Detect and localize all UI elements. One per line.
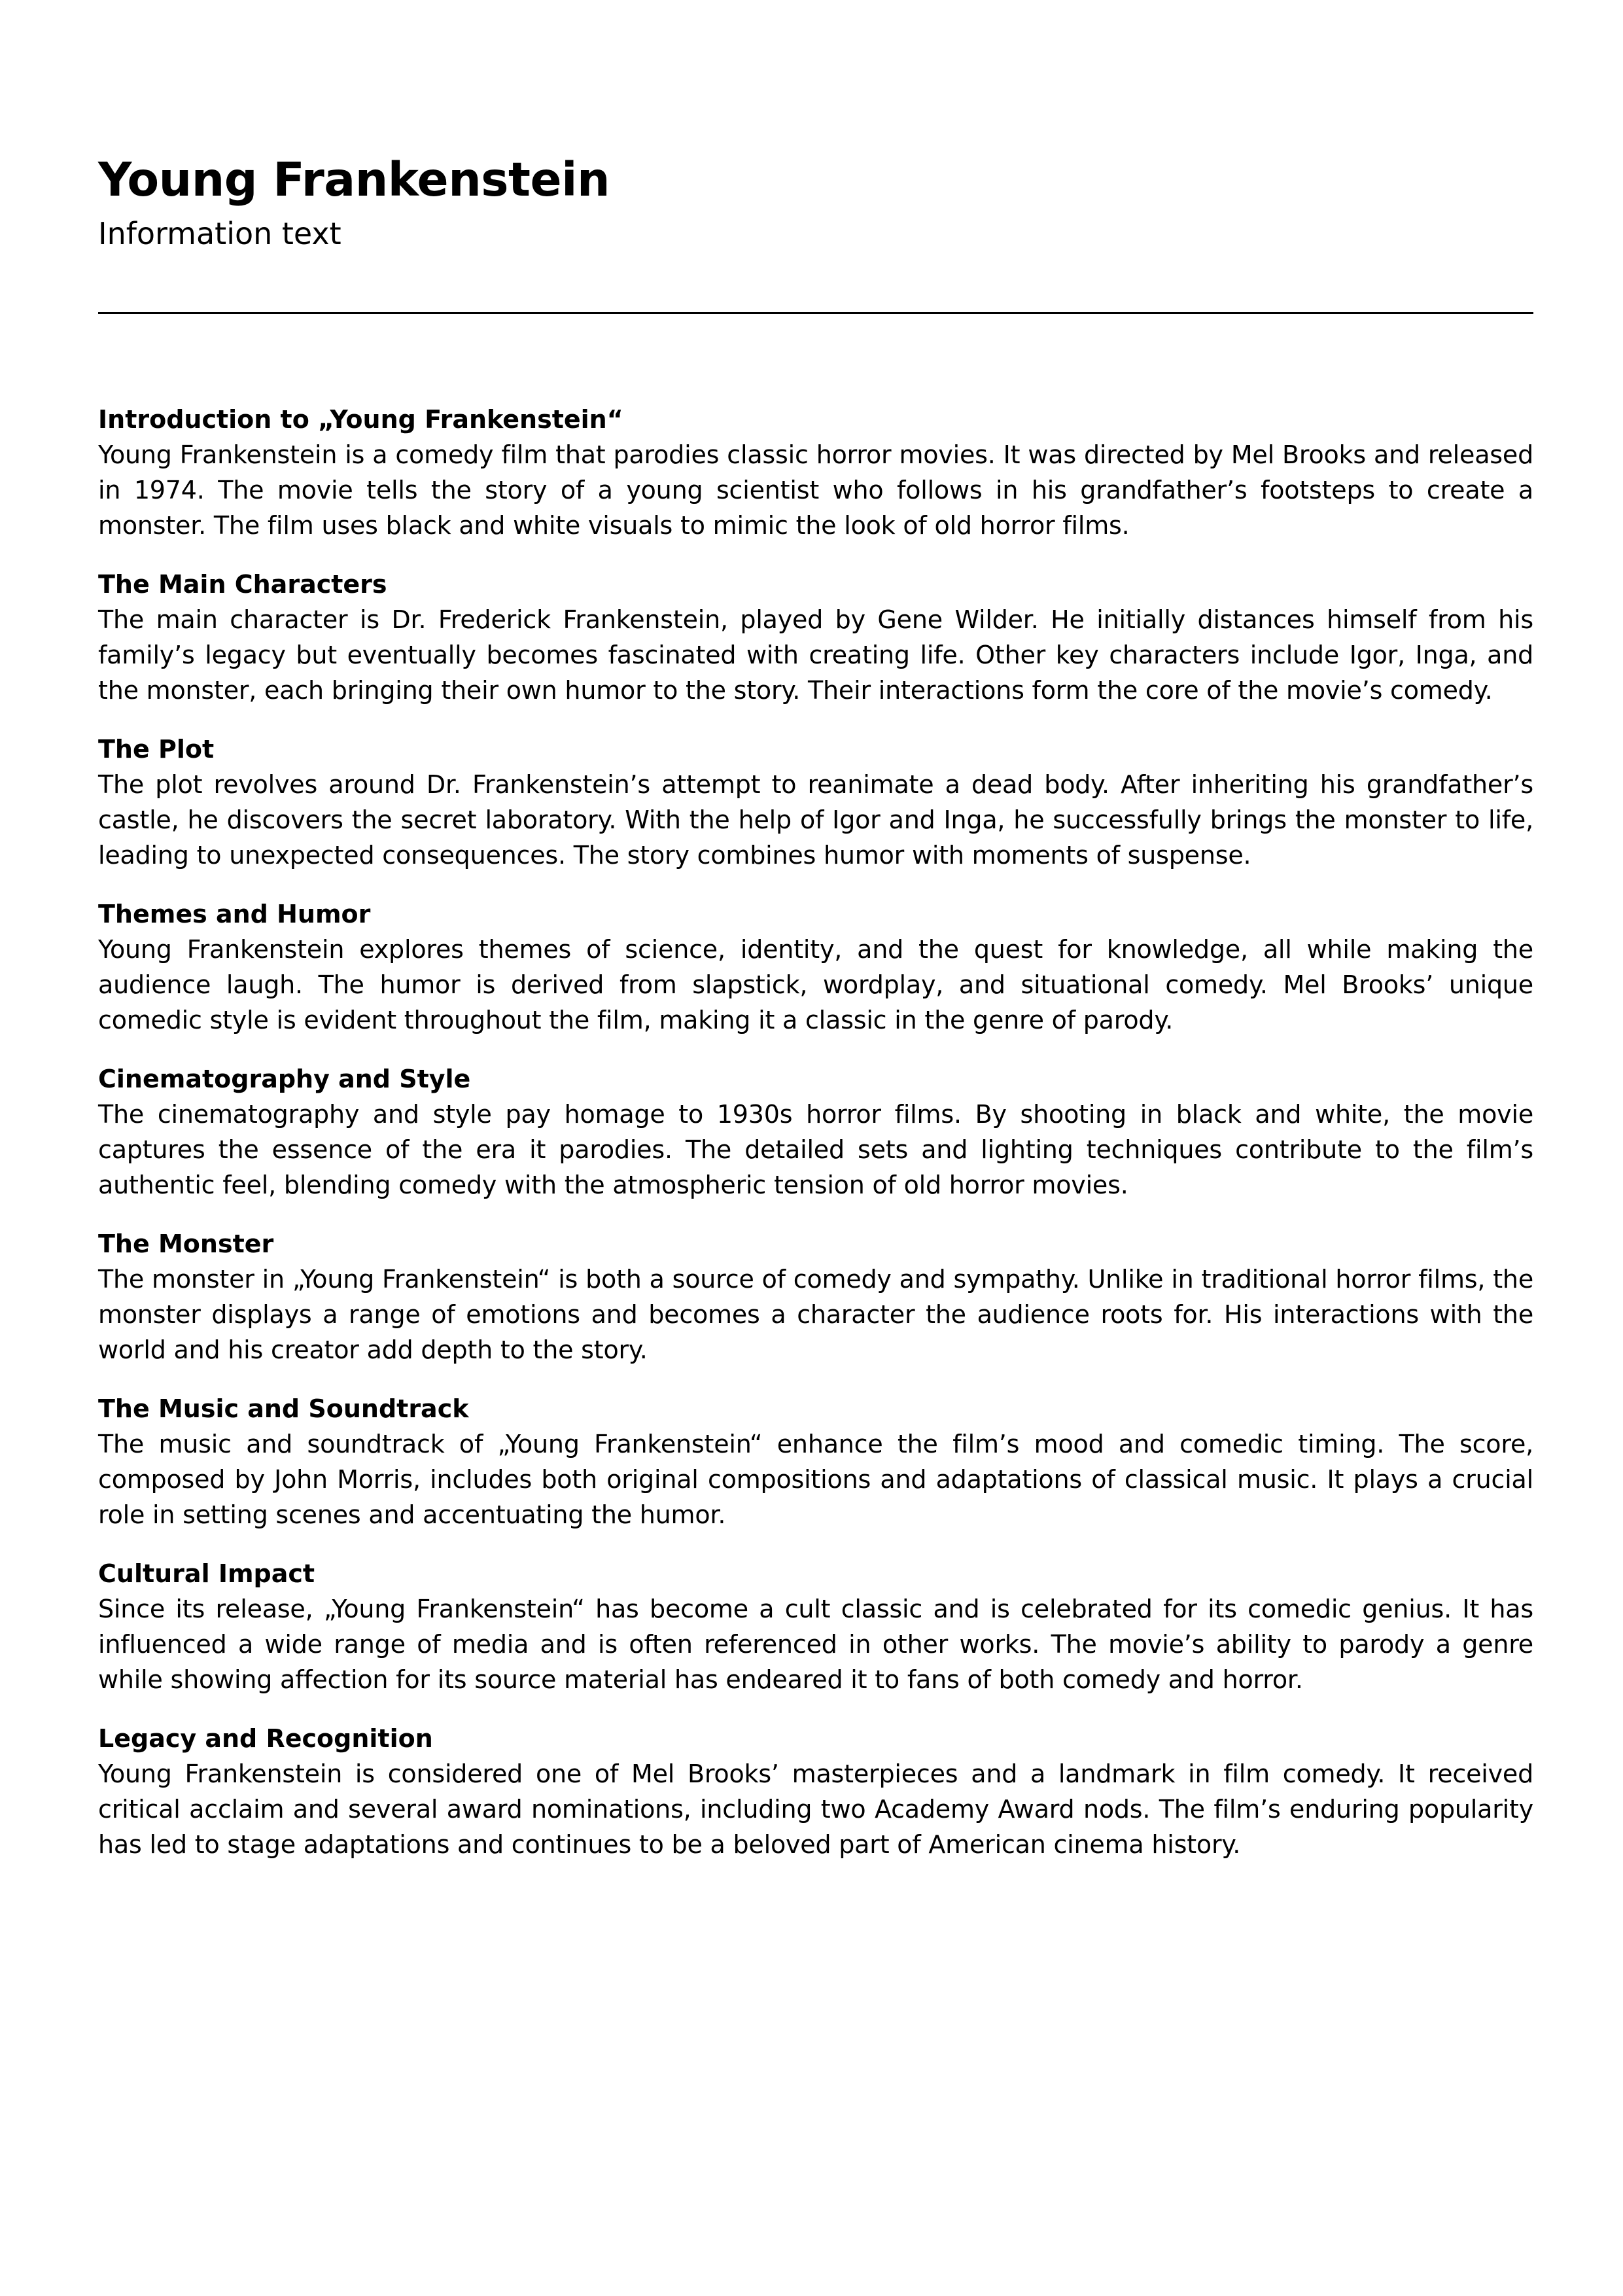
section-heading: Introduction to „Young Frankenstein“ (98, 405, 623, 434)
section-heading: The Main Characters (98, 570, 387, 599)
section-heading: The Plot (98, 735, 215, 764)
section-introduction (98, 402, 1533, 543)
section-heading: The Music and Soundtrack (98, 1394, 469, 1423)
page-title: Young Frankenstein (98, 152, 610, 207)
section-body: Young Frankenstein is considered one of Mel Brooks’ masterpieces and a landmark in film comedy. It received critical acclaim and several award nominations, including two Academy Award nods. The film’s enduring popularity has led to stage adaptations and continues to be a beloved part of American cinema history. (98, 1759, 1533, 1859)
section-cultural-impact (98, 1556, 1533, 1697)
section-music (98, 1391, 1533, 1532)
section-body: Young Frankenstein is a comedy film that parodies classic horror movies. It was directed by Mel Brooks and released in 1974. The movie tells the story of a young scientist who follows in his grandfather’s footsteps to create a monster. The film uses black and white visuals to mimic the look of old horror films. (98, 440, 1533, 540)
section-cinematography (98, 1061, 1533, 1203)
section-heading: Cultural Impact (98, 1559, 315, 1588)
title-divider (98, 312, 1533, 314)
section-body: The music and soundtrack of „Young Frankenstein“ enhance the film’s mood and comedic timing. The score, composed by John Morris, includes both original compositions and adaptations of classical music. It plays a crucial role in setting scenes and accentuating the humor. (98, 1430, 1533, 1529)
section-body: The main character is Dr. Frederick Frankenstein, played by Gene Wilder. He initially distances himself from his family’s legacy but eventually becomes fascinated with creating life. Other key characters include Igor, Inga, and the monster, each bringing their own humor to the story. Their interactions form the core of the movie’s comedy. (98, 605, 1533, 705)
section-heading: The Monster (98, 1229, 274, 1258)
section-body: The cinematography and style pay homage to 1930s horror films. By shooting in black and white, the movie captures the essence of the era it parodies. The detailed sets and lighting techniques contribute to the film’s authentic feel, blending comedy with the atmospheric tension of old horror movies. (98, 1100, 1533, 1199)
section-legacy (98, 1721, 1533, 1862)
section-themes-humor (98, 896, 1533, 1038)
section-heading: Themes and Humor (98, 900, 371, 928)
document-content (98, 402, 1533, 1886)
page-subtitle: Information text (98, 216, 341, 251)
section-body: Young Frankenstein explores themes of science, identity, and the quest for knowledge, all while making the audience laugh. The humor is derived from slapstick, wordplay, and situational comedy. Mel Brooks’ unique comedic style is evident throughout the film, making it a classic in the genre of parody. (98, 935, 1533, 1034)
section-monster (98, 1226, 1533, 1368)
section-body: The plot revolves around Dr. Frankenstein’s attempt to reanimate a dead body. After inheriting his grandfather’s castle, he discovers the secret laboratory. With the help of Igor and Inga, he successfully brings the monster to life, leading to unexpected consequences. The story combines humor with moments of suspense. (98, 770, 1533, 870)
section-heading: Legacy and Recognition (98, 1724, 433, 1753)
section-plot (98, 732, 1533, 873)
section-heading: Cinematography and Style (98, 1065, 471, 1093)
section-main-characters (98, 567, 1533, 708)
document-page (98, 0, 1533, 2296)
section-body: Since its release, „Young Frankenstein“ has become a cult classic and is celebrated for its comedic genius. It has influenced a wide range of media and is often referenced in other works. The movie’s ability to parody a genre while showing affection for its source material has endeared it to fans of both comedy and horror. (98, 1595, 1533, 1694)
section-body: The monster in „Young Frankenstein“ is both a source of comedy and sympathy. Unlike in traditional horror films, the monster displays a range of emotions and becomes a character the audience roots for. His interactions with the world and his creator add depth to the story. (98, 1265, 1533, 1364)
